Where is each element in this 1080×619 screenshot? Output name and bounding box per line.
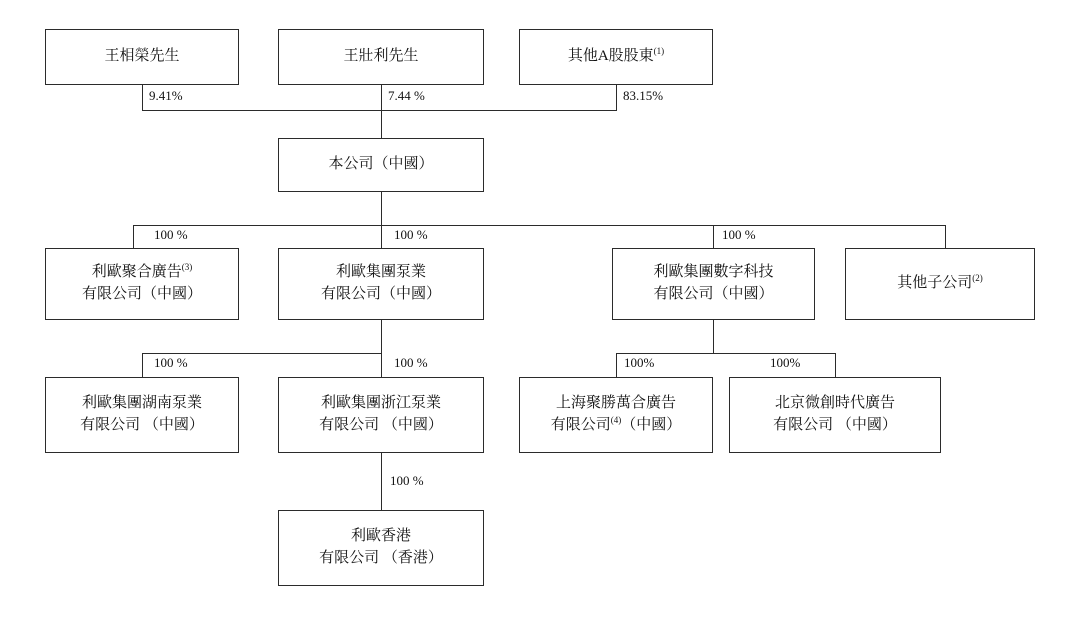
footnote-marker: (4)	[610, 415, 622, 425]
node-label-line2: 有限公司（中國）	[81, 286, 202, 302]
node-label-line1: 北京微創時代廣告	[774, 395, 895, 412]
node-label-line1	[897, 273, 983, 295]
node-liou-group-pump	[278, 248, 484, 320]
node-label-line2: 有限公司 （香港）	[319, 550, 443, 566]
footnote-marker: (1)	[653, 46, 665, 57]
node-label-line2: 有限公司 （中國）	[80, 417, 204, 433]
connector-zhejiang-to-hongkong	[381, 453, 382, 510]
connector-shareholders-bus	[142, 110, 617, 111]
footnote-marker: (2)	[972, 273, 983, 284]
node-label-line1: 本公司（中國）	[328, 156, 434, 173]
connector-bus-to-company	[381, 110, 382, 138]
node-label-line1	[92, 262, 193, 284]
node-label-line2: 有限公司（中國）	[653, 286, 774, 302]
connector-bus-to-other-sub	[945, 225, 946, 248]
node-hunan-pump	[45, 377, 239, 453]
connector-wang-zhuangli-down	[381, 85, 382, 110]
pct-other-a: 83.15%	[623, 88, 664, 103]
connector-pump-bus	[142, 353, 382, 354]
connector-bus-to-zhejiang	[381, 353, 382, 377]
node-other-subsidiaries	[845, 248, 1035, 320]
connector-bus-to-pump	[381, 225, 382, 248]
pct-company-to-digital: 100 %	[722, 227, 756, 242]
footnote-marker: (3)	[181, 262, 193, 273]
node-label-line1: 王相榮先生	[104, 48, 180, 65]
node-label-text-tail: （中國）	[621, 417, 682, 433]
node-beijing-weichuang	[729, 377, 941, 453]
node-wang-xiangrong	[45, 29, 239, 85]
node-label-line1: 利歐集團浙江泵業	[320, 395, 441, 412]
connector-bus-to-hunan	[142, 353, 143, 377]
pct-company-to-juhe: 100 %	[154, 227, 188, 242]
node-shanghai-juxheng	[519, 377, 713, 453]
node-label-line1: 利歐香港	[350, 528, 411, 545]
pct-company-to-pump: 100 %	[394, 227, 428, 242]
connector-company-down	[381, 192, 382, 225]
connector-digital-down	[713, 320, 714, 353]
node-label-line2	[551, 415, 682, 437]
node-liou-hongkong	[278, 510, 484, 586]
connector-other-a-down	[616, 85, 617, 110]
node-label-line2: 有限公司 （中國）	[319, 417, 443, 433]
pct-digital-to-shanghai: 100%	[624, 355, 655, 370]
pct-pump-to-hunan: 100 %	[154, 355, 188, 370]
node-wang-zhuangli	[278, 29, 484, 85]
connector-wang-xiangrong-down	[142, 85, 143, 110]
node-company	[278, 138, 484, 192]
node-label-line1: 利歐集團泵業	[335, 264, 426, 281]
pct-pump-to-zhejiang: 100 %	[394, 355, 428, 370]
pct-wang-zhuangli: 7.44 %	[388, 88, 425, 103]
node-label-line1	[568, 46, 664, 68]
node-label-text: 其他A股股東	[567, 48, 654, 65]
connector-bus-to-shanghai	[616, 353, 617, 377]
node-liou-digital-tech	[612, 248, 815, 320]
pct-zhejiang-to-hongkong: 100 %	[390, 473, 424, 488]
connector-bus-to-digital	[713, 225, 714, 248]
node-label-line2: 有限公司（中國）	[320, 286, 441, 302]
node-zhejiang-pump	[278, 377, 484, 453]
node-label-line1: 利歐集團湖南泵業	[81, 395, 202, 412]
pct-wang-xiangrong: 9.41%	[149, 88, 183, 103]
connector-pump-down	[381, 320, 382, 353]
node-other-a-shareholders	[519, 29, 713, 85]
node-label-line1: 利歐集團數字科技	[653, 264, 774, 281]
connector-digital-bus	[616, 353, 835, 354]
node-label-line1: 王壯利先生	[343, 48, 419, 65]
pct-digital-to-beijing: 100%	[770, 355, 801, 370]
node-label-line2: 有限公司 （中國）	[773, 417, 897, 433]
node-liou-juhe-ad	[45, 248, 239, 320]
node-label-text: 其他子公司	[897, 275, 973, 292]
connector-subsidiary-bus	[133, 225, 945, 226]
node-label-text: 有限公司	[550, 417, 611, 433]
node-label-text: 利歐聚合廣告	[91, 264, 182, 281]
connector-bus-to-juhe	[133, 225, 134, 248]
connector-bus-to-beijing	[835, 353, 836, 377]
node-label-line1: 上海聚勝萬合廣告	[555, 395, 676, 412]
